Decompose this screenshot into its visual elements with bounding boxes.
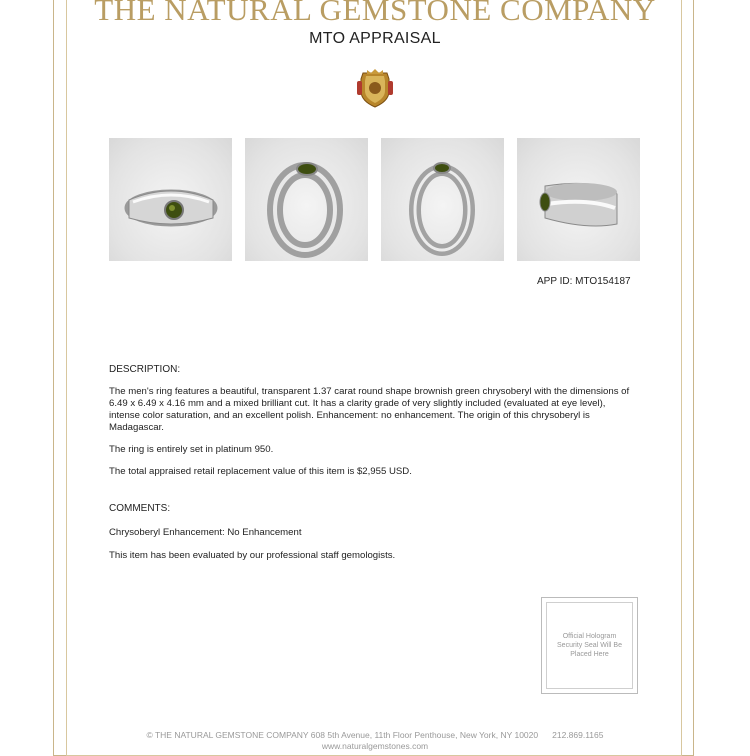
ring-photo-front bbox=[109, 138, 232, 261]
footer-website[interactable]: www.naturalgemstones.com bbox=[321, 741, 429, 751]
footer-address: © THE NATURAL GEMSTONE COMPANY 608 5th Avenue, 11th Floor Penthouse, New York, NY 10020 bbox=[146, 730, 539, 740]
document-title: MTO APPRAISAL bbox=[309, 30, 441, 47]
footer bbox=[0, 730, 750, 752]
description-label: DESCRIPTION: bbox=[109, 364, 181, 375]
seal-inner-border bbox=[546, 602, 633, 689]
metal-paragraph: The ring is entirely set in platinum 950. bbox=[109, 444, 274, 455]
description-paragraph: The men's ring features a beautiful, transparent 1.37 carat round shape brownish green chrysoberyl with the dimensions of 6.49 x 6.49 x 4.16 mm and a mixed brilliant cut. It has a clarity grade of very slightly included (evaluated at eye level), intense color saturation, and an excellent polish. Enhancement: no enhancement. The origin of this chrysoberyl is Madagascar. bbox=[109, 386, 630, 433]
enhancement-comment: Chrysoberyl Enhancement: No Enhancement bbox=[109, 527, 302, 538]
app-id: APP ID: MTO154187 bbox=[537, 276, 631, 287]
footer-phone: 212.869.1165 bbox=[552, 730, 604, 740]
comments-section bbox=[109, 503, 639, 562]
crest-logo-icon bbox=[355, 67, 395, 109]
evaluation-comment: This item has been evaluated by our professional staff gemologists. bbox=[109, 550, 396, 561]
hologram-seal-placeholder bbox=[541, 597, 638, 694]
ring-photo-side-right bbox=[517, 138, 640, 261]
ring-photo-side-front bbox=[381, 138, 504, 261]
comments-label: COMMENTS: bbox=[109, 503, 171, 514]
footer-address-line bbox=[0, 730, 750, 741]
company-name: THE NATURAL GEMSTONE COMPANY bbox=[94, 0, 656, 27]
ring-photo-side-left bbox=[245, 138, 368, 261]
value-paragraph: The total appraised retail replacement value of this item is $2,955 USD. bbox=[109, 466, 412, 477]
description-section bbox=[109, 364, 639, 478]
seal-text: Official Hologram Security Seal Will Be Placed Here bbox=[557, 633, 622, 658]
